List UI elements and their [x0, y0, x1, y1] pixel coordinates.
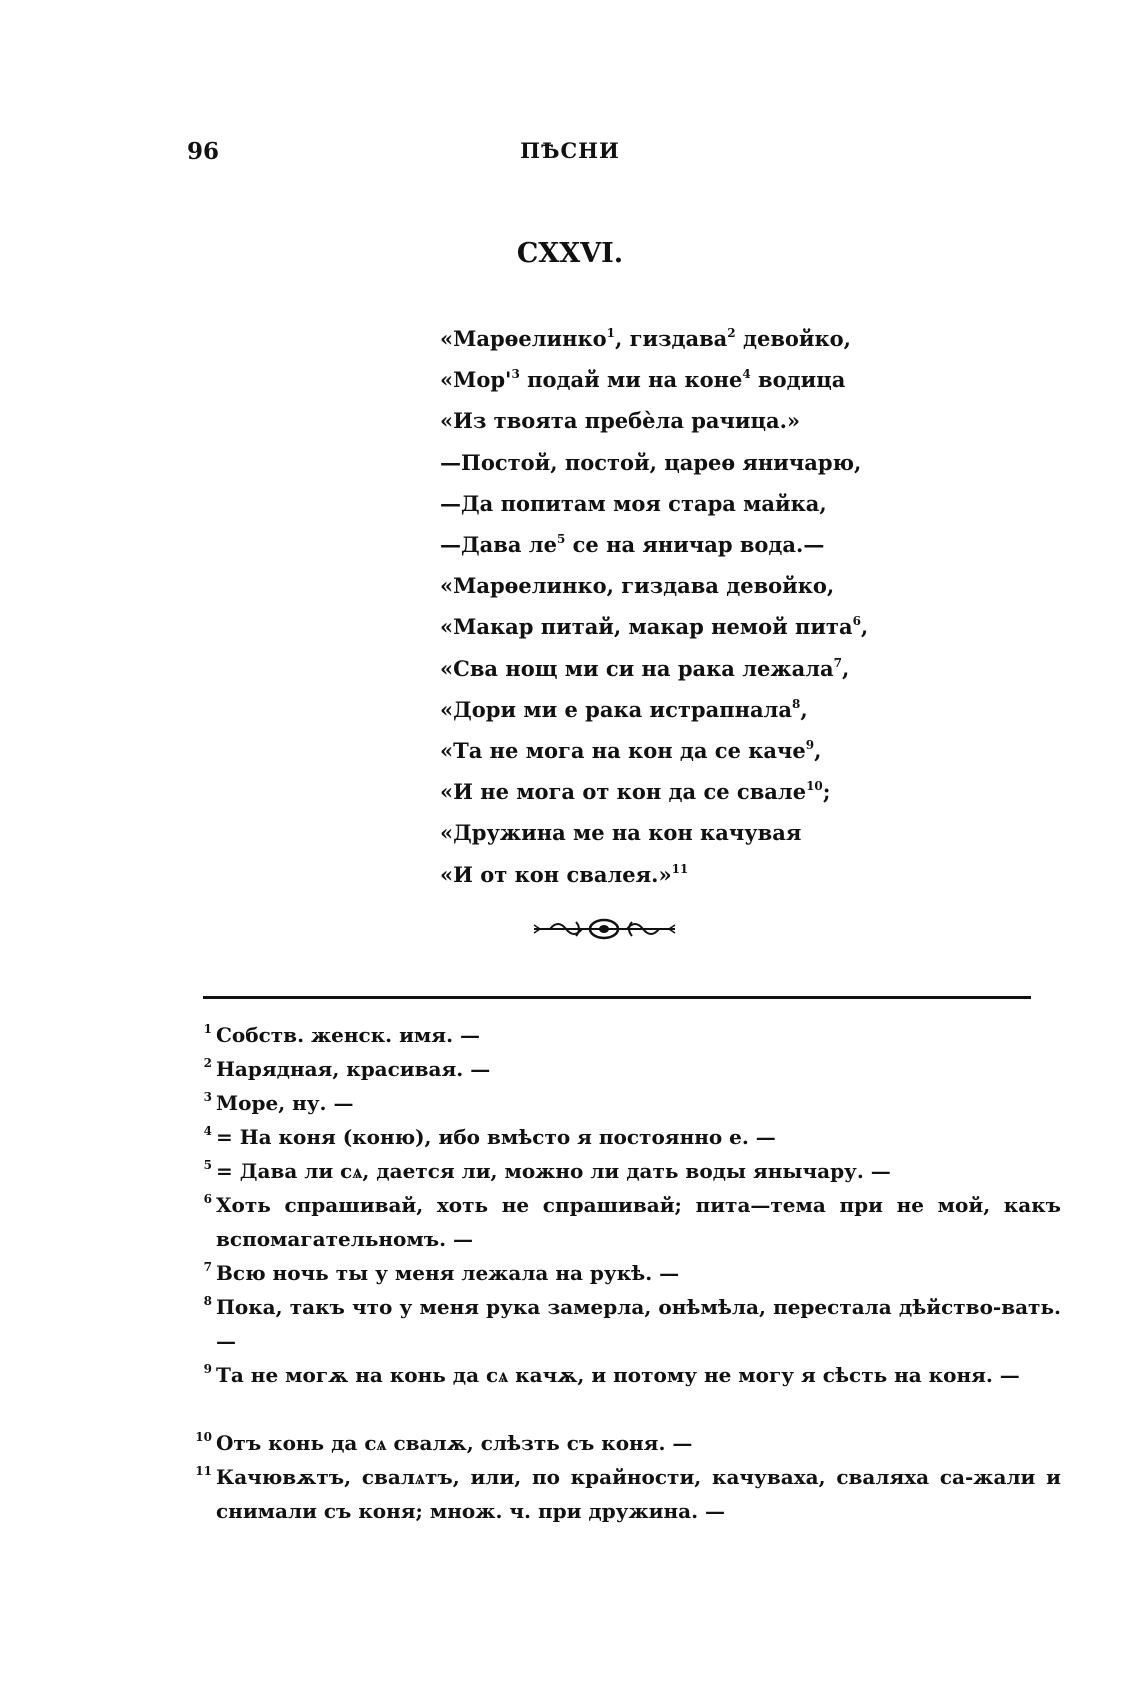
verse-line: —Да попитам моя стара майка, — [440, 490, 827, 516]
footnote: 5 = Дава ли сѧ, дается ли, можно ли дать воды янычару. — — [203, 1158, 891, 1183]
footnote: 1 Собств. женск. имя. — — [203, 1022, 481, 1047]
running-head: ПѢСНИ — [520, 138, 620, 163]
footnote: 7 Всю ночь ты у меня лежала на рукѣ. — — [203, 1260, 680, 1285]
footnote: 2 Нарядная, красивая. — — [203, 1056, 491, 1081]
verse-line: «Дори ми е рака истрапнала$^8$, — [440, 696, 808, 722]
footnotes — [184, 1018, 1061, 1528]
verse-line: «Сва нощ ми си на рака лежала$^7$, — [440, 655, 850, 681]
footnote: 10 Отъ конь да сѧ свалѫ, слѣзть съ коня. — — [195, 1430, 693, 1455]
verse-line: «Та не мога на кон да се каче$^9$, — [440, 738, 822, 764]
ornament-icon — [532, 914, 677, 944]
page-number: 96 — [187, 138, 220, 165]
verse-line: «Марѳелинко, гиздава девойко, — [440, 573, 835, 599]
verse-line: «И не мога от кон да се свале$^{10}$; — [440, 779, 831, 805]
verse-block — [440, 318, 868, 895]
song-number: CXXVI. — [516, 238, 624, 269]
verse-line: —Постой, постой, цареѳ яничарю, — [440, 449, 862, 475]
verse-line: «$Мор'^3$ подай ми на коне$^4$ водица — [440, 367, 846, 393]
footnote: 8 Пока, такъ что у меня рука замерла, онѣмѣла, перестала дѣйство-вать. — — [203, 1294, 1061, 1353]
verse-line: «Из твоята пребѐла рачица.» — [440, 408, 801, 434]
footnote: 3 Море, ну. — — [203, 1090, 354, 1115]
verse-line: «И от кон свалея.»$^{11}$ — [440, 861, 689, 887]
footnote-divider — [203, 996, 1031, 999]
verse-line: —Дава $ле^5$ се на яничар вода.— — [440, 532, 825, 558]
verse-line: «Марѳелинко$^1$, гиздава$^2$ девойко, — [440, 326, 851, 351]
footnote: 9 Та не могѫ на конь да сѧ качѫ, и потому не могу я сѣсть на коня. — — [203, 1362, 1020, 1387]
footnote: 11 Качювѫтъ, свалѧтъ, или, по крайности, качуваха, сваляха са-жали и снимали съ коня; множ. ч. при дружина. — — [195, 1464, 1061, 1523]
verse-line: «Макар питай, макар немой пита$^6$, — [440, 614, 869, 640]
footnote: 6 Хоть спрашивай, хоть не спрашивай; пита—тема при не мой, какъ вспомагательномъ. — — [203, 1192, 1061, 1251]
verse-line: «Дружина ме на кон качувая — [440, 820, 802, 846]
footnote: 4 = На коня (коню), ибо вмѣсто я постоянно е. — — [203, 1124, 776, 1149]
